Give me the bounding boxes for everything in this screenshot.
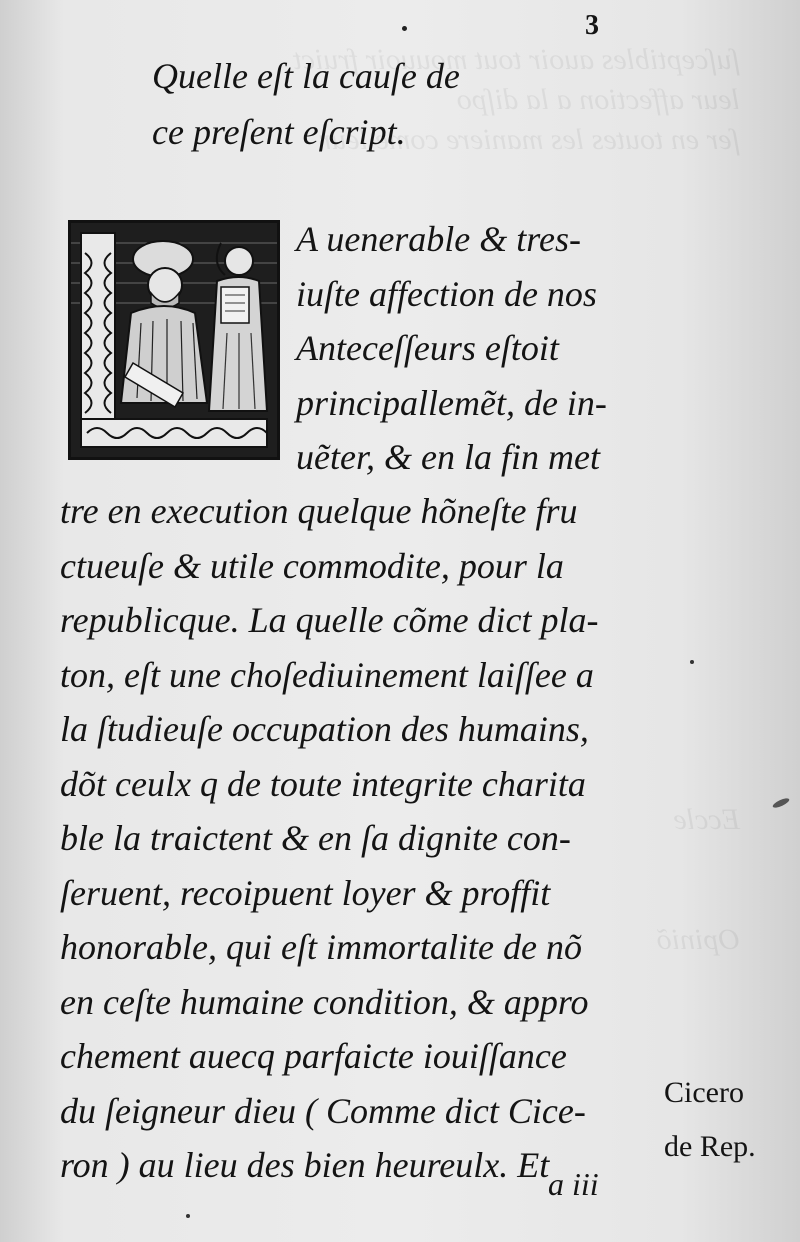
show-through-text: ſuſceptibles auoir tout mouuoir fruict leur affection a la diſpo ſer en toutes les maniere come leur Eccle Opiniõ <box>293 43 740 956</box>
text-line: Anteceſſeurs eſtoit <box>296 328 559 368</box>
text-line: honorable, qui eſt immortalite de nõ <box>60 927 582 967</box>
signature-mark: a iii <box>548 1166 599 1202</box>
text-line: dõt ceulx q de toute integrite charita <box>60 763 586 804</box>
text-line: ctueuſe & utile commodite, pour la <box>60 545 564 586</box>
text-line: tre en execution quelque hõneſte fru <box>60 491 578 531</box>
text-line: principallemẽt, de in- <box>296 382 607 423</box>
ink-dot <box>402 26 407 31</box>
margin-note-line: Cicero <box>664 1076 744 1109</box>
text-line: du ſeigneur dieu ( Comme dict Cice- <box>60 1090 586 1131</box>
chapter-heading <box>152 48 572 160</box>
heading-line: Quelle eſt la cauſe de <box>152 56 460 96</box>
text-line: en ceſte humaine condition, & appro <box>60 981 589 1022</box>
text-line: A uenerable & tres- <box>296 219 581 259</box>
text-line: ble la traictent & en ſa dignite con- <box>60 818 571 858</box>
text-line: uẽter, & en la fin met <box>296 437 600 477</box>
main-paragraph <box>60 484 599 1193</box>
marginal-note <box>664 1066 756 1174</box>
text-line: ſeruent, recoipuent loyer & proffit <box>60 872 551 913</box>
text-line: chement auecq parfaicte iouiſſance <box>60 1036 567 1076</box>
text-line: ron ) au lieu des bien heureulx. Et <box>60 1145 550 1185</box>
text-line: la ſtudieuſe occupation des humains, <box>60 709 589 749</box>
woodcut-initial-l <box>68 220 280 460</box>
page-number: 3 <box>585 10 599 41</box>
woodcut-illustration-icon <box>71 223 277 457</box>
text-line: republicque. La quelle cõme dict pla- <box>60 600 599 640</box>
heading-line: ce preſent eſcript. <box>152 112 406 152</box>
margin-note-line: de Rep. <box>664 1130 756 1163</box>
wrapped-paragraph <box>296 212 607 485</box>
text-line: ton, eſt une choſediuinement laiſſee a <box>60 654 594 695</box>
text-line: iuſte affection de nos <box>296 273 597 314</box>
